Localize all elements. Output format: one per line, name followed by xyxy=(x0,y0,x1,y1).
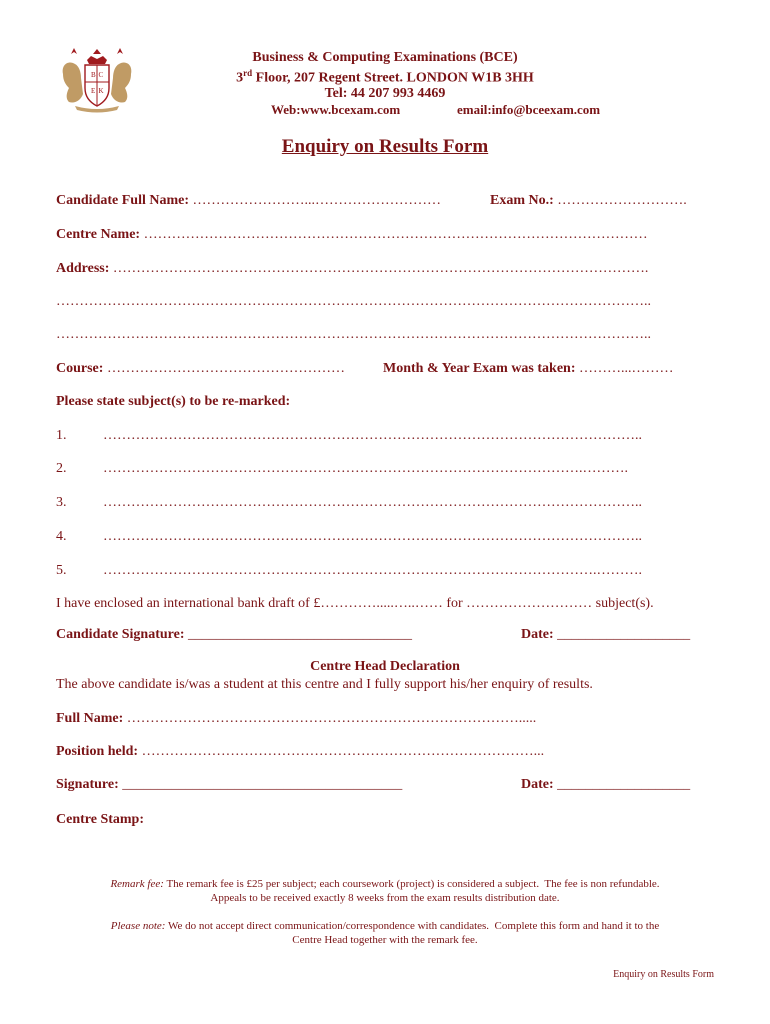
exam-no-label: Exam No.: xyxy=(490,193,554,208)
course-label: Course: xyxy=(56,361,104,376)
subject-field[interactable]: …………………………………………………………………………………………………….. xyxy=(103,495,642,510)
exam-no-row xyxy=(490,193,687,209)
position-label: Position held: xyxy=(56,744,139,759)
please-note-label: Please note: xyxy=(110,920,166,932)
candidate-date-label: Date: xyxy=(521,627,554,642)
address-line-3[interactable]: ……………………………………………………………………………………………………………….. xyxy=(56,327,651,342)
signature-row xyxy=(56,777,402,793)
subject-number: 1. xyxy=(56,428,67,443)
subject-field[interactable]: …………………………………………………………………………………………………….. xyxy=(103,428,642,443)
month-year-field[interactable]: ………...……… xyxy=(579,361,674,376)
head-date-row xyxy=(521,777,690,793)
address-rest: Floor, 207 Regent Street. LONDON W1B 3HH xyxy=(252,70,534,86)
please-note-text: We do not accept direct communication/correspondence with candidates. Complete this form and hand it to the xyxy=(165,920,660,932)
svg-text:K: K xyxy=(98,87,104,95)
centre-name-field[interactable]: ……………………………………………………………………………………………… xyxy=(143,227,648,242)
page-footer: Enquiry on Results Form xyxy=(613,969,714,980)
month-year-label: Month & Year Exam was taken: xyxy=(383,361,576,376)
signature-label: Signature: xyxy=(56,777,119,792)
subject-field[interactable]: …………………………………………………………………………………………………….. xyxy=(103,529,642,544)
subject-number: 5. xyxy=(56,563,67,578)
address-field[interactable]: ……………………………………………………………………………………………………. xyxy=(112,261,649,276)
candidate-signature-field[interactable]: ________________________________ xyxy=(187,627,412,642)
address-label: Address: xyxy=(56,261,110,276)
head-date-label: Date: xyxy=(521,777,554,792)
remark-fee-text: The remark fee is £25 per subject; each coursework (project) is considered a subject. The fee is non refundable. xyxy=(163,878,660,890)
address-floor: 3 xyxy=(236,70,244,86)
candidate-name-field[interactable]: ……………………...……………………… xyxy=(192,193,441,208)
candidate-name-label: Candidate Full Name: xyxy=(56,193,189,208)
course-row xyxy=(56,361,345,377)
position-row xyxy=(56,744,544,760)
centre-head-statement: The above candidate is/was a student at this centre and I fully support his/her enquiry of results. xyxy=(56,677,593,692)
svg-text:E: E xyxy=(91,87,96,95)
signature-field[interactable]: ________________________________________ xyxy=(122,777,403,792)
full-name-row xyxy=(56,711,536,727)
full-name-field[interactable]: …………………………………………………………………………..... xyxy=(126,711,537,726)
candidate-date-row xyxy=(521,627,690,643)
candidate-date-field[interactable]: ___________________ xyxy=(557,627,691,642)
remark-fee-label: Remark fee: xyxy=(110,878,164,890)
centre-stamp-label: Centre Stamp: xyxy=(56,812,145,827)
address-sup: rd xyxy=(243,68,253,78)
form-title: Enquiry on Results Form xyxy=(281,136,489,157)
subject-field[interactable]: …………………………………………………………………………………………….………. xyxy=(103,563,642,578)
centre-head-title: Centre Head Declaration xyxy=(310,659,460,674)
subjects-label: Please state subject(s) to be re-marked: xyxy=(56,394,291,409)
address-line-2[interactable]: ……………………………………………………………………………………………………………….. xyxy=(56,294,651,309)
position-field[interactable]: …………………………………………………………………………... xyxy=(141,744,545,759)
candidate-signature-row xyxy=(56,627,412,643)
remark-fee-note-2: Appeals to be received exactly 8 weeks from the exam results distribution date. xyxy=(210,892,560,904)
address-row xyxy=(56,261,648,277)
org-address xyxy=(0,68,770,87)
subject-number: 2. xyxy=(56,461,67,476)
subject-number: 4. xyxy=(56,529,67,544)
subject-field[interactable]: ………………………………………………………………………………………….………. xyxy=(103,461,628,476)
candidate-signature-label: Candidate Signature: xyxy=(56,627,185,642)
centre-name-row xyxy=(56,227,648,243)
subject-number: 3. xyxy=(56,495,67,510)
org-web: Web:www.bcexam.com xyxy=(271,102,401,117)
please-note xyxy=(0,919,770,933)
month-year-row xyxy=(383,361,674,377)
please-note-2: Centre Head together with the remark fee. xyxy=(292,934,478,946)
full-name-label: Full Name: xyxy=(56,711,124,726)
candidate-name-row xyxy=(56,193,441,209)
course-field[interactable]: …………………………………………… xyxy=(106,361,345,376)
remark-fee-note xyxy=(0,877,770,891)
org-tel: Tel: 44 207 993 4469 xyxy=(324,86,446,101)
exam-no-field[interactable]: ………………………. xyxy=(557,193,687,208)
head-date-field[interactable]: ___________________ xyxy=(557,777,691,792)
centre-name-label: Centre Name: xyxy=(56,227,141,242)
svg-text:B: B xyxy=(91,71,96,79)
bank-draft-statement[interactable]: I have enclosed an international bank draft of £………….....…..…… for ……………………… subject(s). xyxy=(56,596,654,611)
org-email: email:info@bceexam.com xyxy=(457,102,601,117)
org-name: Business & Computing Examinations (BCE) xyxy=(252,50,518,65)
svg-text:C: C xyxy=(98,71,104,79)
